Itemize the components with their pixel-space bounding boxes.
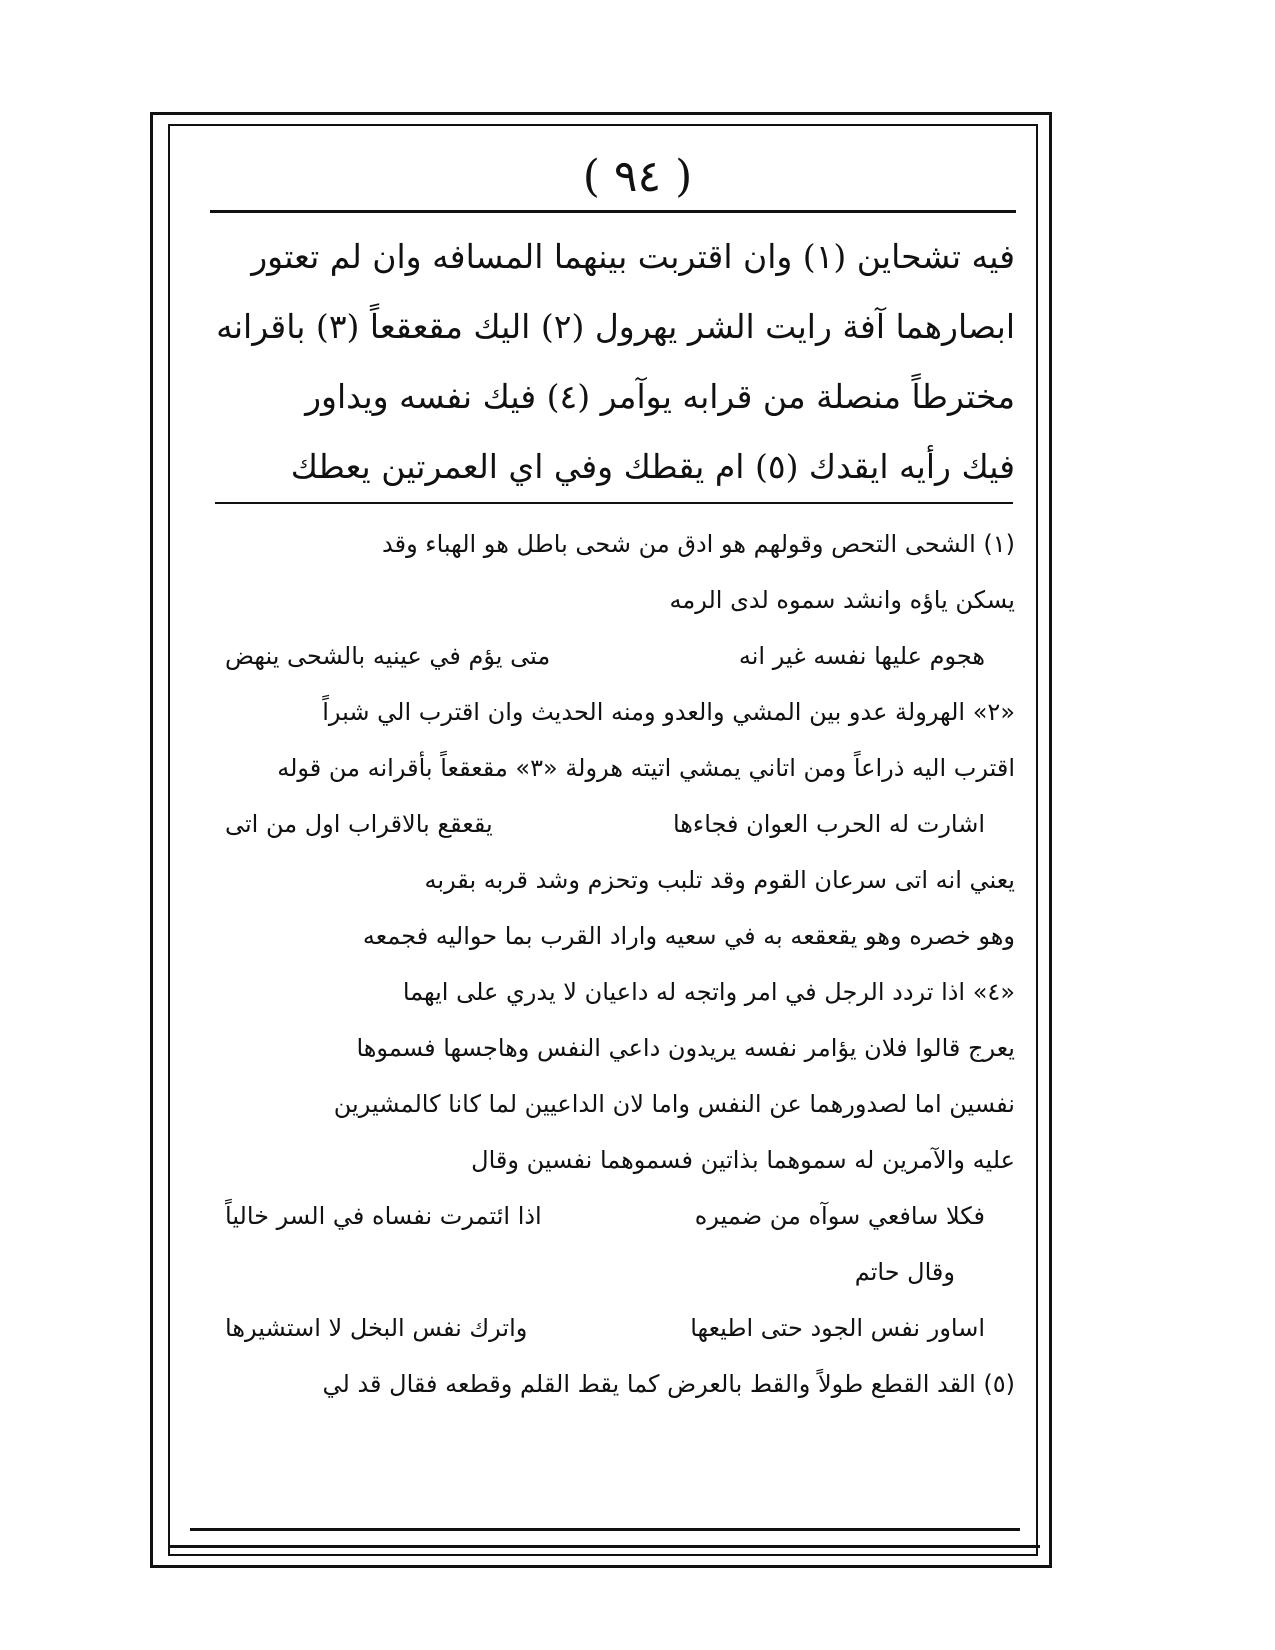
footnote-line: يسكن ياؤه وانشد سموه لدى الرمه: [669, 586, 1015, 614]
footnote-verse: [205, 796, 1015, 852]
footnote-rule: [215, 502, 1013, 504]
footnote-line: «٢» الهرولة عدو بين المشي والعدو ومنه الحديث وان اقترب الي شبراً: [322, 698, 1015, 726]
main-text: [205, 222, 1015, 502]
footnote-line: يعني انه اتى سرعان القوم وقد تلبب وتحزم وشد قربه بقربه: [424, 866, 1015, 894]
main-text-line: فيه تشحاين (١) وان اقتربت بينهما المسافه وان لم تعتور: [251, 237, 1015, 276]
footnote-line: نفسين اما لصدورهما عن النفس واما لان الداعيين لما كانا كالمشيرين: [333, 1090, 1015, 1118]
verse-first-hemistich: فكلا سافعي سوآه من ضميره: [694, 1202, 985, 1230]
main-text-line: مخترطاً منصلة من قرابه يوآمر (٤) فيك نفسه ويداور: [305, 377, 1015, 416]
verse-second-hemistich: متى يؤم في عينيه بالشحى ينهض: [225, 642, 551, 670]
bottom-rule: [170, 1545, 1040, 1548]
footnote-line: عليه والآمرين له سموهما بذاتين فسموهما نفسين وقال: [471, 1146, 1015, 1174]
footnote-verse: [205, 1300, 1015, 1356]
footnote-line: وقال حاتم: [854, 1258, 955, 1286]
main-text-line: فيك رأيه ايقدك (٥) ام يقطك وفي اي العمرتين يعطك: [290, 447, 1015, 486]
footnote-verse: [205, 628, 1015, 684]
verse-second-hemistich: يقعقع بالاقراب اول من اتى: [225, 810, 493, 838]
footnotes: [205, 516, 1015, 1412]
footnote-verse: [205, 1188, 1015, 1244]
verse-second-hemistich: اذا ائتمرت نفساه في السر خالياً: [225, 1202, 542, 1230]
bottom-rule: [190, 1528, 1020, 1531]
footnote-line: وهو خصره وهو يقعقعه به في سعيه واراد القرب بما حواليه فجمعه: [362, 922, 1015, 950]
footnote-line: (٥) القد القطع طولاً والقط بالعرض كما يقط القلم وقطعه فقال قد لي: [322, 1370, 1015, 1398]
footnote-line: يعرج قالوا فلان يؤامر نفسه يريدون داعي النفس وهاجسها فسموها: [356, 1034, 1015, 1062]
footnote-line: «٤» اذا تردد الرجل في امر واتجه له داعيان لا يدري على ايهما: [402, 978, 1015, 1006]
header-rule: [210, 210, 1016, 213]
verse-first-hemistich: هجوم عليها نفسه غير انه: [738, 642, 985, 670]
verse-first-hemistich: اشارت له الحرب العوان فجاءها: [672, 810, 985, 838]
page-number: ( ٩٤ ): [582, 151, 693, 202]
verse-first-hemistich: اساور نفس الجود حتى اطيعها: [690, 1314, 985, 1342]
footnote-line: اقترب اليه ذراعاً ومن اتاني يمشي اتيته هرولة «٣» مقعقعاً بأقرانه من قوله: [277, 754, 1015, 782]
footnote-line: (١) الشحى التحص وقولهم هو ادق من شحى باطل هو الهباء وقد: [382, 530, 1015, 558]
verse-second-hemistich: واترك نفس البخل لا استشيرها: [225, 1314, 528, 1342]
main-text-line: ابصارهما آفة رايت الشر يهرول (٢) اليك مقعقعاً (٣) باقرانه: [216, 307, 1015, 346]
